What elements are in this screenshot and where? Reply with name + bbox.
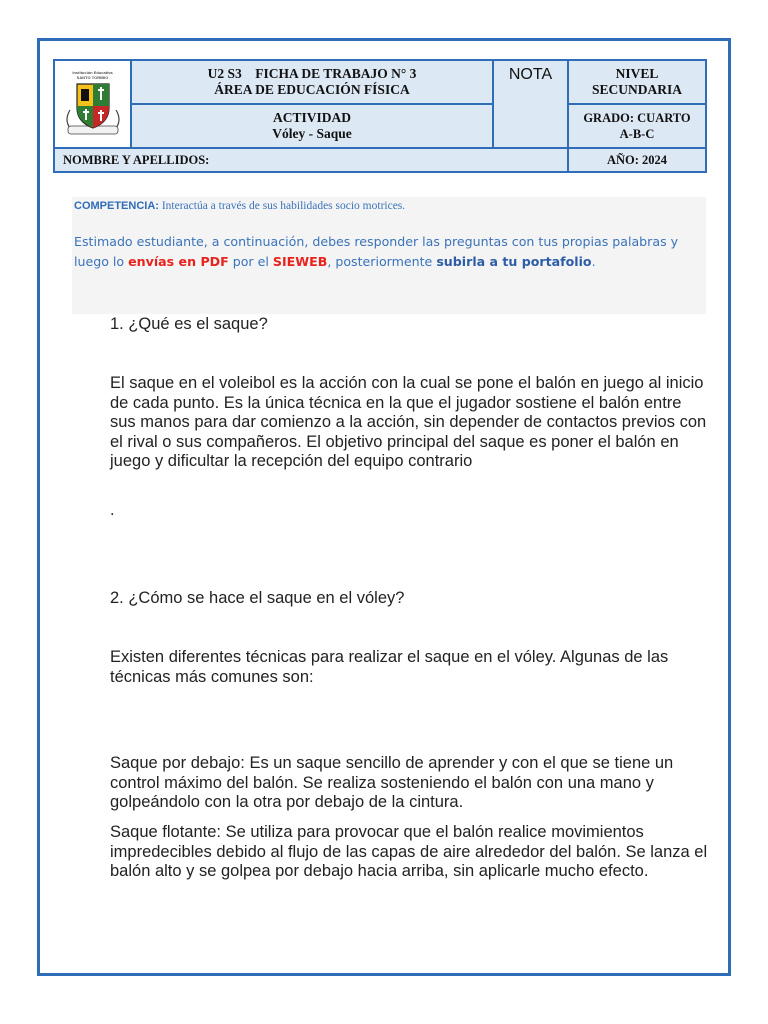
answer-1: El saque en el voleibol es la acción con la cual se pone el balón en juego al inicio de cada punto. Es la única técnica en la que el jugador sostiene el balón entre sus manos para dar comienzo a la acción, sin depender de contactos previos con el rival o sus compañeros. El objetivo principal del saque es poner el balón en juego y dificultar la recepción del equipo contrario [110, 374, 707, 470]
instructions-pdf: envías en PDF [128, 254, 229, 269]
actividad-line-1: ACTIVIDAD [272, 110, 351, 125]
grado-line-2: A-B-C [619, 127, 655, 141]
instructions-part-5: , posteriormente [327, 254, 437, 269]
anio-label: AÑO: 2024 [606, 153, 668, 167]
competencia-line [74, 200, 704, 212]
nivel-line-2: SECUNDARIA [591, 82, 682, 97]
grado-cell [568, 104, 706, 148]
question-1: 1. ¿Qué es el saque? [110, 315, 268, 333]
instructions-text [74, 232, 704, 272]
actividad-cell [131, 104, 493, 148]
question-2: 2. ¿Cómo se hace el saque en el vóley? [110, 589, 405, 607]
title-line-2: ÁREA DE EDUCACIÓN FÍSICA [214, 82, 410, 97]
grado-line-1: GRADO: CUARTO [583, 111, 691, 125]
nombre-label: NOMBRE Y APELLIDOS: [63, 153, 210, 167]
answer-1-dot: . [110, 501, 115, 519]
instructions-part-1: Estimado estudiante, a continuación, debes responder las preguntas con tus propias palabras y luego lo [74, 234, 679, 269]
answer-2-paragraph-2: Saque flotante: Se utiliza para provocar que el balón realice movimientos impredecibles debido al flujo de las capas de aire alrededor del balón. Se lanza el balón alto y se golpea por debajo hacia arriba, sin aplicarle mucho efecto. [110, 823, 708, 880]
instructions-part-3: por el [228, 254, 273, 269]
logo-text-top: Institución Educativa [72, 70, 113, 75]
nivel-line-1: NIVEL [615, 66, 659, 81]
actividad-line-2: Vóley - Saque [272, 126, 352, 141]
competencia-box [72, 197, 706, 314]
instructions-portafolio: subirla a tu portafolio [436, 254, 592, 269]
answer-2-paragraph-1: Saque por debajo: Es un saque sencillo de aprender y con el que se tiene un control máximo del balón. Se realiza sosteniendo el balón con una mano y golpeándolo con la otra por debajo de la cintura. [110, 754, 674, 811]
header-table [53, 59, 707, 173]
nota-label: NOTA [508, 66, 553, 83]
logo-text-name: SANTO TORIBIO [76, 75, 109, 80]
school-logo [54, 60, 131, 148]
title-line-1: U2 S3 FICHA DE TRABAJO N° 3 [207, 66, 417, 81]
instructions-part-7: . [591, 254, 596, 269]
nombre-cell [54, 148, 568, 172]
school-crest-icon [62, 80, 124, 138]
competencia-text: Interactúa a través de sus habilidades socio motrices. [158, 200, 406, 212]
anio-cell [568, 148, 706, 172]
title-cell [131, 60, 493, 104]
competencia-label: COMPETENCIA: [74, 200, 159, 212]
instructions-sieweb: SIEWEB [272, 254, 328, 269]
answer-2-intro: Existen diferentes técnicas para realizar el saque en el vóley. Algunas de las técnicas más comunes son: [110, 648, 669, 686]
nota-cell [493, 60, 568, 148]
nivel-cell [568, 60, 706, 104]
